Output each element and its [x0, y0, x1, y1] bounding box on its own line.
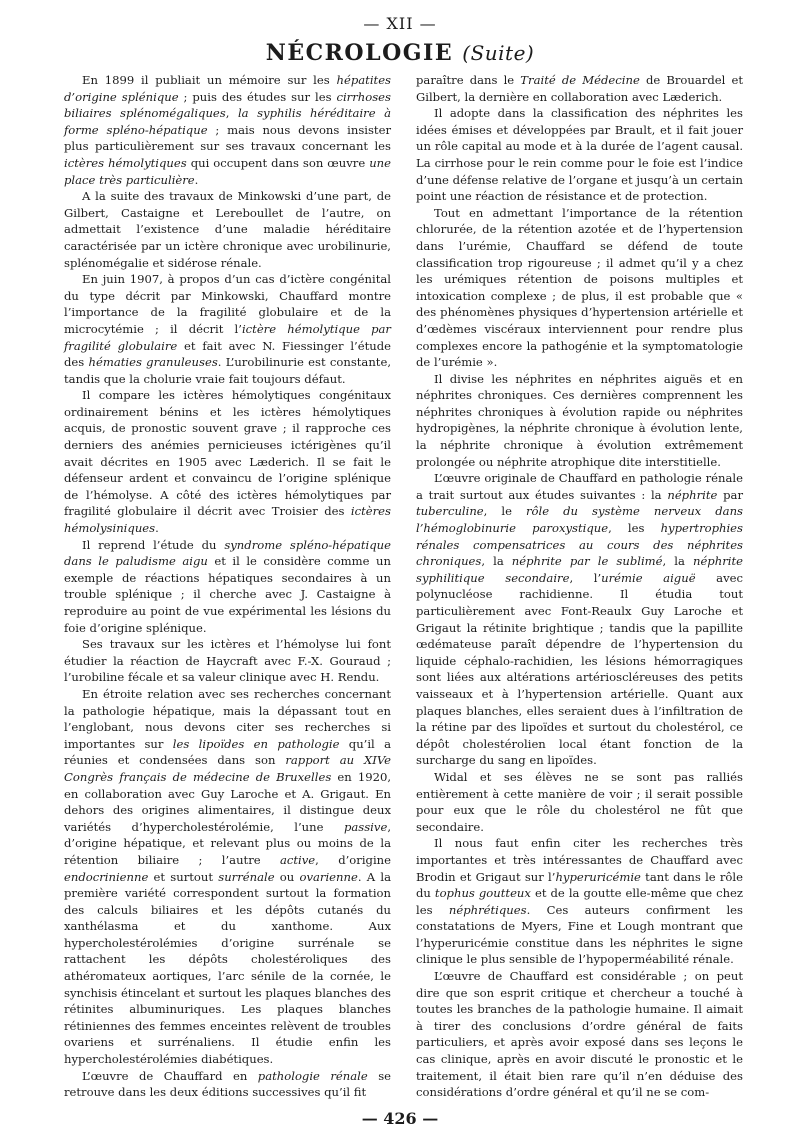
paragraph: Il divise les néphrites en néphrites aiguës et en néphrites chroniques. Ces dernières comprennent les néphrites chroniques à évolution rapide ou néphrites hydropigènes, la néphrite chronique à évolution lente, la néphrite chronique à évolution extrêmement prolongée ou néphrite atrophique dite interstitielle.: [416, 371, 743, 469]
paragraph: L’œuvre de Chauffard en pathologie rénale se retrouve dans les deux éditions successives qu’il fit: [64, 1068, 392, 1100]
italic-run: active: [279, 852, 316, 867]
section-title: [0, 40, 800, 66]
italic-run: hypertrophies rénales compensatrices au cours des néphrites chroniques: [416, 521, 743, 569]
italic-run: pathologie rénale: [257, 1068, 368, 1083]
title-text: NÉCROLOGIE: [265, 40, 454, 66]
italic-run: ovarienne: [299, 869, 358, 884]
italic-run: rapport au XIV: [285, 753, 385, 768]
italic-run: cirrhoses biliaires splénomégaliques: [64, 89, 391, 121]
italic-run: endocrinienne: [64, 869, 149, 884]
right-column: [416, 72, 743, 1101]
paragraph: En juin 1907, à propos d’un cas d’ictère congénital du type décrit par Minkowski, Chauffard montre l’importance de la fragilité globulaire et de la microcytémie ; il décrit l’ictère hémolytique par fragilité globulaire et fait avec N. Fiessinger l’étude des hématies granuleuses. L’urobilinurie est constante, tandis que la cholurie vraie fait toujours défaut.: [64, 272, 392, 386]
italic-run: hépatites d’origine splénique: [64, 73, 391, 104]
paragraph: Il adopte dans la classification des néphrites les idées émises et développées par Brault, et il fait jouer un rôle capital au mode et à la durée de l’agent causal. La cirrhose pour le rein comme pour le foie est l’indice d’une défense relative de l’organe et jusqu’à un certain point une réaction de résistance et de protection.: [416, 106, 743, 204]
running-head: — XII —: [363, 14, 437, 33]
paragraph: Tout en admettant l’importance de la rétention chlorurée, de la rétention azotée et de l’hypertension dans l’urémie, Chauffard se défend de toute classification trop rigoureuse ; il admet qu’il y a chez les urémiques rétention de poisons multiples et intoxication complexe ; de plus, il est probable que « des phénomènes physiques d’hypertension artérielle et d’œdèmes viscéraux interviennent pour rendre plus complexes encore la pathogénie et la symptomatologie de l’urémie ».: [416, 205, 743, 370]
italic-run: passive: [343, 819, 388, 834]
italic-run: la syphilis héréditaire à forme spléno-hépatique: [64, 106, 392, 137]
italic-run: surrénale: [218, 869, 275, 884]
italic-run: les lipoïdes en pathologie: [172, 736, 340, 751]
italic-run: hyperuricémie: [555, 869, 641, 884]
paragraph: L’œuvre originale de Chauffard en pathologie rénale a trait surtout aux études suivantes : la néphrite par tuberculine, le rôle du système nerveux dans l’hémoglobinurie paroxystique, les hypertrophies rénales compensatrices au cours des néphrites chroniques, la néphrite par le sublimé, la néphrite syphilitique secondaire, l’urémie aiguë avec polynucléose rachidienne. Il étudia tout particulièrement avec Font-Reaulx Guy Laroche et Grigaut la rétinite brightique ; tandis que la papillite œdémateuse paraît dépendre de l’hypertension du liquide céphalo-rachidien, les lésions hémorragiques sont liées aux altérations artérioscléreuses des petits vaisseaux et à l’hypertension artérielle. Quant aux plaques blanches, elles seraient dues à l’infiltration de la rétine par des lipoïdes et surtout du cholestérol, ce dépôt cholestérolien local étant fonction de la surcharge du sang en lipoïdes.: [416, 471, 743, 768]
paragraph: Il compare les ictères hémolytiques congénitaux ordinairement bénins et les ictères hémolytiques acquis, de pronostic souvent grave ; il rapproche ces derniers des anémies pernicieuses ictérigènes qu’il avait décrites en 1905 avec Læderich. Il se fait le défenseur ardent et convaincu de l’origine splénique de l’hémolyse. A côté des ictères hémolytiques par fragilité globulaire il décrit avec Troisier des ictères hémolysiniques.: [64, 388, 391, 536]
italic-run: tophus goutteux: [434, 886, 531, 901]
left-column: [64, 72, 391, 1101]
italic-run: e: [384, 753, 391, 768]
italic-run: ictères hémolytiques: [64, 155, 187, 170]
italic-run: néphrite par le sublimé: [511, 554, 663, 569]
paragraph: L’œuvre de Chauffard est considérable ; on peut dire que son esprit critique et chercheur a touché à toutes les branches de la pathologie humaine. Il aimait à tirer des conclusions d’ordre général de faits particuliers, et après avoir exposé dans ses leçons le cas clinique, après en avoir discuté le pronostic et le traitement, il était bien rare qu’il n’en déduise des considérations d’ordre général et qu’il ne se com-: [416, 969, 743, 1100]
italic-run: ictères hémolysiniques: [64, 504, 391, 536]
italic-run: urémie aiguë: [601, 570, 696, 585]
paragraph: En étroite relation avec ses recherches concernant la pathologie hépatique, mais la dépassant tout en l’englobant, nous devons citer ses recherches si importantes sur les lipoïdes en pathologie qu’il a réunies et condensées dans son rapport au XIVe Congrès français de médecine de Bruxelles en 1920, en collaboration avec Guy Laroche et A. Grigaut. En dehors des origines alimentaires, il distingue deux variétés d’hypercholestérolémie, l’une passive, d’origine hépatique, et relevant plus ou moins de la rétention biliaire ; l’autre active, d’origine endocrinienne et surtout surrénale ou ovarienne. A la première variété correspondent surtout la formation des calculs biliaires et les dépôts cutanés du xanthélasma et du xanthome. Aux hypercholestérolémies d’origine surrénale se rattachent les dépôts cholestéroliques des athéromateux aortiques, l’arc sénile de la cornée, le synchisis étincelant et surtout les plaques blanches des rétinites albuminuriques. Les plaques blanches rétiniennes des femmes enceintes relèvent de troubles ovariens et surrénaliens. Il étudie enfin les hypercholestérolémies diabétiques.: [64, 686, 392, 1067]
paragraph: En 1899 il publiait un mémoire sur les hépatites d’origine splénique ; puis des études sur les cirrhoses biliaires splénomégaliques, la syphilis héréditaire à forme spléno-hépatique ; mais nous devons insister plus particulièrement sur ses travaux concernant les ictères hémolytiques qui occupent dans son œuvre une place très particulière.: [64, 73, 392, 187]
italic-run: néphrite syphilitique secondaire: [416, 554, 743, 585]
paragraph: paraître dans le Traité de Médecine de Brouardel et Gilbert, la dernière en collaboration avec Læderich.: [416, 73, 743, 104]
title-suffix: (Suite): [462, 41, 535, 65]
italic-run: hématies granuleuses: [88, 355, 218, 370]
italic-run: une place très particulière: [64, 155, 391, 187]
italic-run: tuberculine: [416, 504, 484, 519]
italic-run: Traité de Médecine: [520, 73, 640, 87]
italic-run: ictère hémolytique par fragilité globulaire: [64, 321, 391, 353]
paragraph: Il reprend l’étude du syndrome spléno-hépatique dans le paludisme aigu et il le considère comme un exemple de réactions hépatiques secondaires à un trouble splénique ; il cherche avec J. Castaigne à reproduire au point de vue expérimental les lésions du foie d’origine splénique.: [64, 537, 391, 635]
italic-run: néphrite: [667, 487, 718, 502]
page-number: — 426 —: [361, 1109, 439, 1128]
italic-run: Congrès français de médecine de Bruxelles: [64, 769, 332, 784]
italic-run: néphrétiques: [448, 902, 527, 917]
paragraph: Il nous faut enfin citer les recherches très importantes et très intéressantes de Chauffard avec Brodin et Grigaut sur l’hyperuricémie tant dans le rôle du tophus goutteux et de la goutte elle-même que chez les néphrétiques. Ces auteurs confirment les constatations de Myers, Fine et Lough montrant que l’hyperuricémie constitue dans les néphrites le signe clinique le plus sensible de l’hypoperméabilité rénale.: [416, 836, 744, 967]
paragraph: Ses travaux sur les ictères et l’hémolyse lui font étudier la réaction de Haycraft avec F.-X. Gouraud ; l’urobiline fécale et sa valeur clinique avec H. Rendu.: [64, 637, 391, 685]
paragraph: Widal et ses élèves ne se sont pas ralliés entièrement à cette manière de voir ; il serait possible pour eux que le rôle du cholestérol ne fût que secondaire.: [416, 769, 743, 834]
italic-run: syndrome spléno-hépatique dans le paludisme aigu: [64, 537, 391, 569]
italic-run: rôle du système nerveux dans l’hémoglobinurie paroxystique: [416, 504, 743, 536]
paragraph: A la suite des travaux de Minkowski d’une part, de Gilbert, Castaigne et Lereboullet de l’autre, on admettait l’existence d’une maladie héréditaire caractérisée par un ictère chronique avec urobilinurie, splénomégalie et sidérose rénale.: [64, 189, 391, 270]
